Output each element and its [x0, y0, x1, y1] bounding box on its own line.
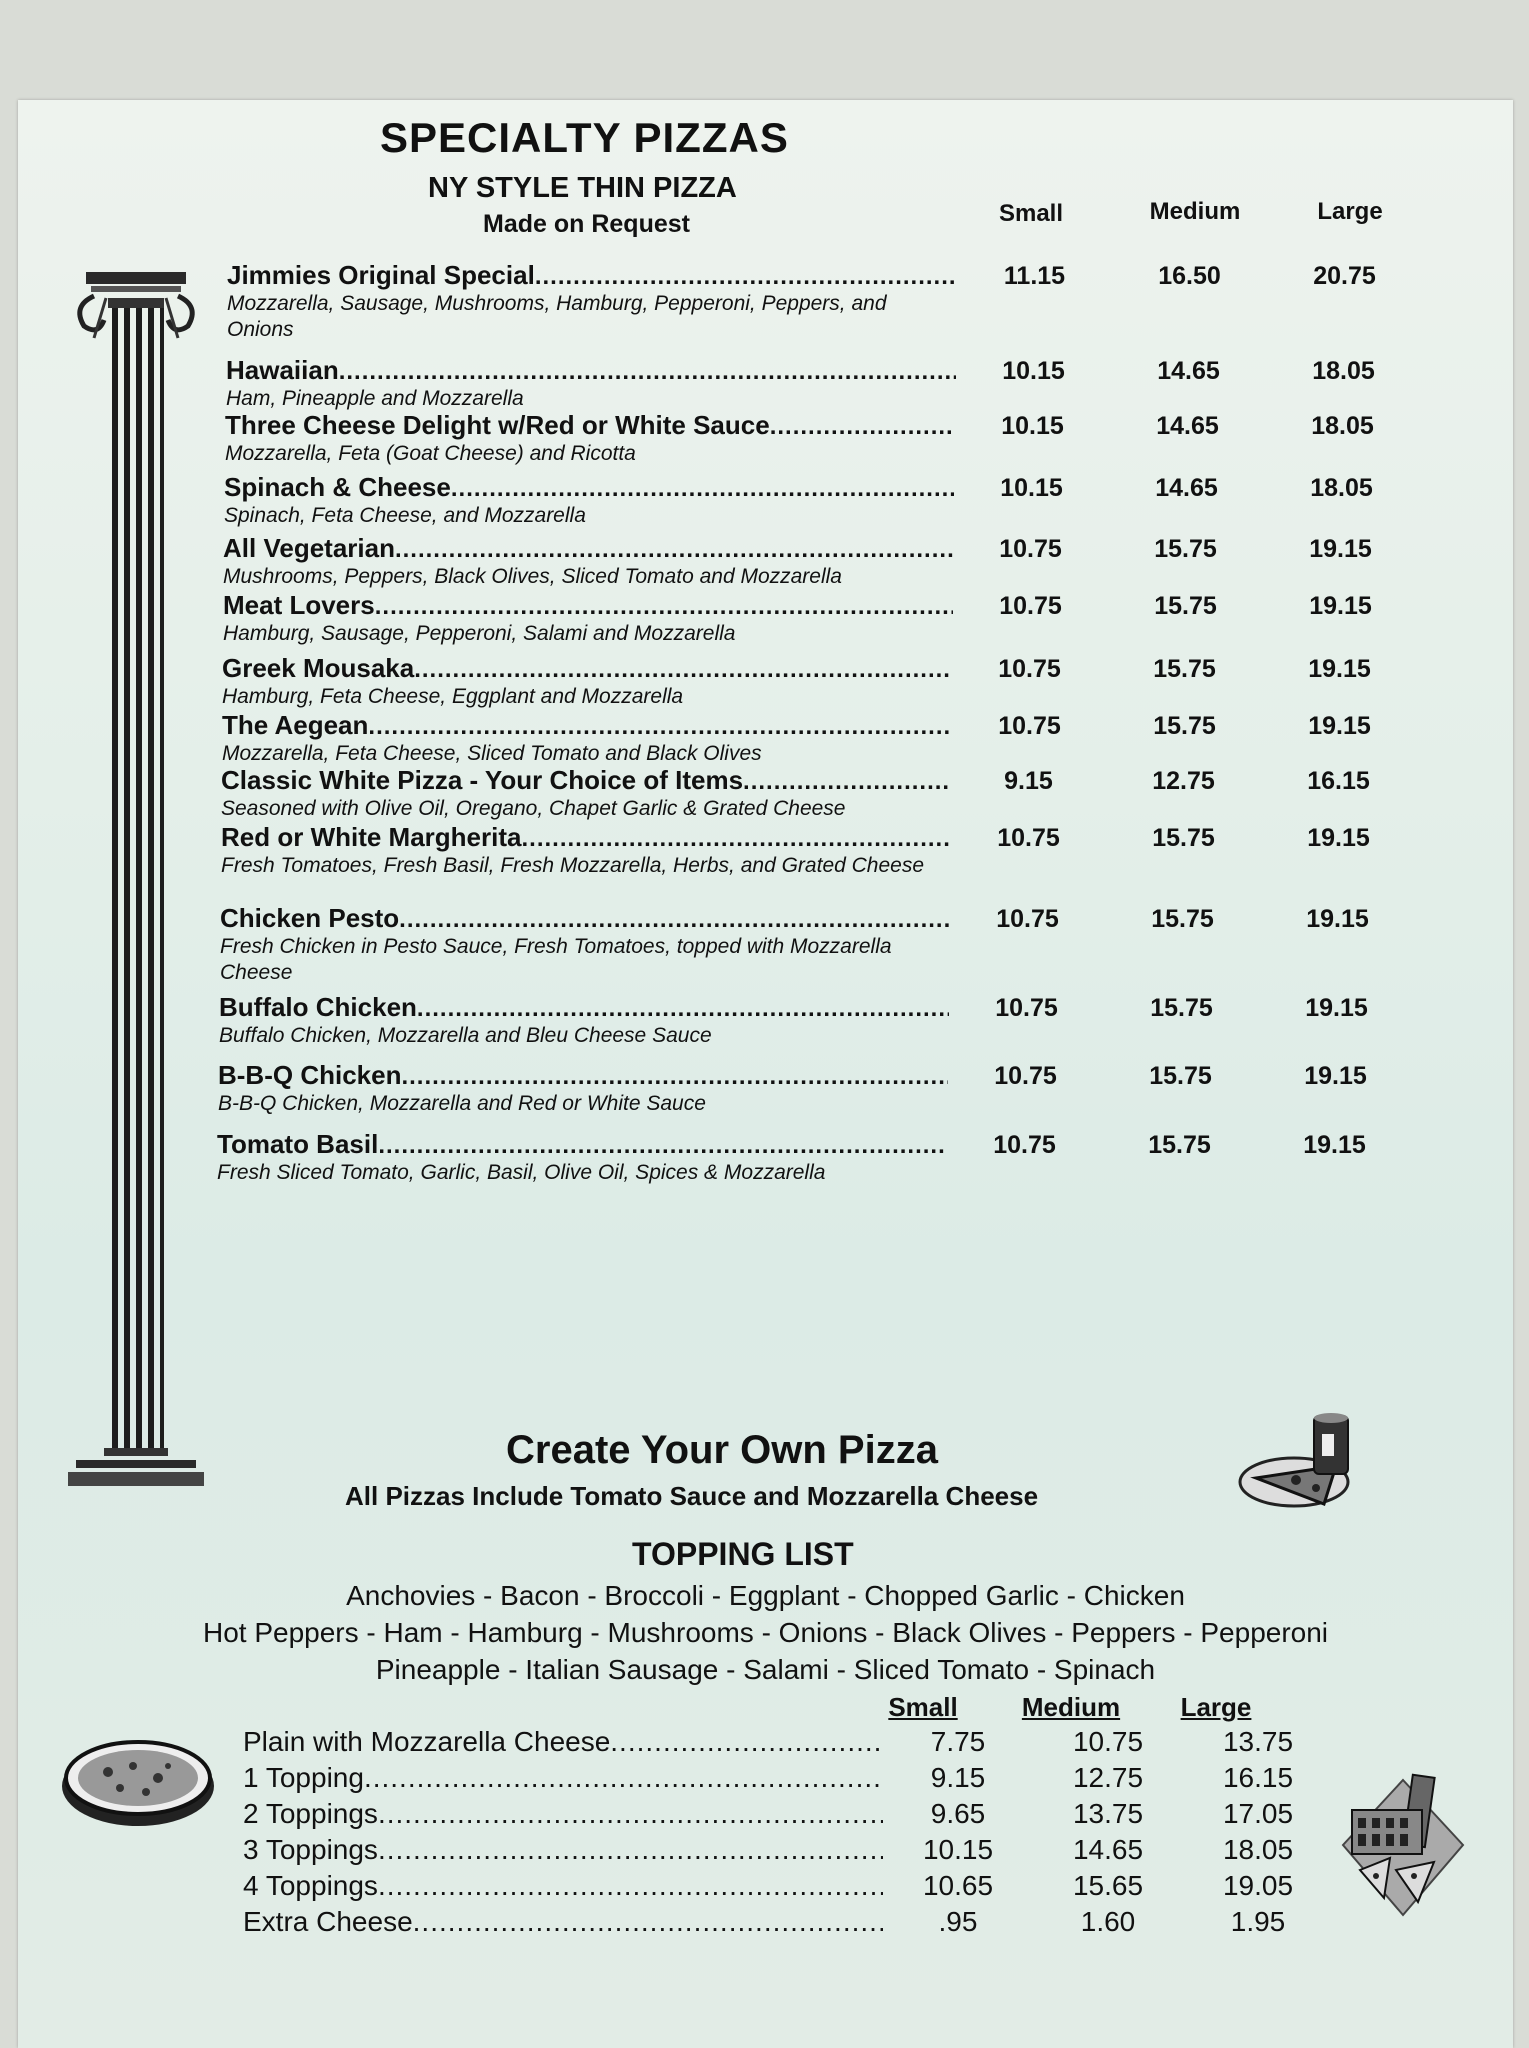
price-large: 19.15: [1303, 1131, 1366, 1159]
price-large: 19.15: [1306, 905, 1369, 933]
price-medium: 13.75: [1072, 1798, 1144, 1829]
price-medium: 14.65: [1155, 474, 1218, 502]
specialty-item: [224, 472, 1454, 529]
price-small: 9.65: [930, 1798, 986, 1829]
item-description: Mozzarella, Feta (Goat Cheese) and Ricotta: [225, 442, 636, 465]
item-name: Chicken Pesto: [220, 903, 400, 933]
price-large: 19.15: [1309, 535, 1372, 563]
item-name: Three Cheese Delight w/Red or White Sauce: [225, 410, 770, 440]
leader-dots: [378, 1132, 947, 1160]
price-medium: 12.75: [1152, 767, 1215, 795]
pizza-slice-soda-icon: [1236, 1408, 1366, 1518]
price-large: 19.15: [1309, 592, 1372, 620]
leader-dots: [414, 656, 952, 684]
price-medium: 14.65: [1072, 1834, 1144, 1865]
leader-dots: [399, 906, 950, 934]
leader-dots: [535, 263, 957, 291]
item-name: Spinach & Cheese: [224, 472, 451, 502]
price-medium: 15.75: [1150, 994, 1213, 1022]
price-large: 19.15: [1308, 712, 1371, 740]
price-table-row: [243, 1906, 1333, 1938]
item-description: Hamburg, Feta Cheese, Eggplant and Mozzarella: [222, 685, 684, 708]
topping-line-1: Anchovies - Bacon - Broccoli - Eggplant - Chopped Garlic - Chicken: [346, 1580, 1185, 1611]
price-small: 10.75: [999, 592, 1062, 620]
price-medium: 14.65: [1156, 412, 1219, 440]
item-description: Fresh Sliced Tomato, Garlic, Basil, Olive Oil, Spices & Mozzarella: [217, 1161, 826, 1184]
pt-header-medium: Medium: [1021, 1692, 1121, 1722]
price-large: 19.15: [1308, 655, 1371, 683]
page-subtitle: NY STYLE THIN PIZZA: [428, 172, 737, 204]
price-small: 10.75: [995, 994, 1058, 1022]
price-large: 19.15: [1305, 994, 1368, 1022]
item-description: Mushrooms, Peppers, Black Olives, Sliced Tomato and Mozzarella: [223, 565, 842, 588]
price-small: 10.75: [993, 1131, 1056, 1159]
specialty-item: [220, 903, 1450, 986]
topping-list-title: TOPPING LIST: [632, 1536, 854, 1572]
specialty-item: [221, 765, 1451, 822]
column-icon: [46, 268, 206, 1518]
pt-header-small: Small: [888, 1692, 958, 1722]
price-table-row: [243, 1870, 1333, 1902]
page-title: SPECIALTY PIZZAS: [380, 114, 789, 161]
price-large: 1.95: [1230, 1906, 1286, 1937]
price-small: 11.15: [1003, 262, 1066, 290]
item-description: Seasoned with Olive Oil, Oregano, Chapet Garlic & Grated Cheese: [221, 797, 846, 820]
price-medium: 15.75: [1151, 905, 1214, 933]
item-description: Buffalo Chicken, Mozzarella and Bleu Cheese Sauce: [219, 1024, 712, 1047]
item-name: The Aegean: [222, 710, 369, 740]
price-small: 10.65: [922, 1870, 994, 1901]
leader-dots: [375, 593, 953, 621]
row-label: Extra Cheese: [243, 1906, 413, 1937]
specialty-item: [225, 410, 1455, 467]
price-small: 9.15: [930, 1762, 986, 1793]
item-description: Spinach, Feta Cheese, and Mozzarella: [224, 504, 586, 527]
page-note: Made on Request: [483, 210, 690, 238]
price-large: 16.15: [1307, 767, 1370, 795]
price-medium: 15.75: [1154, 535, 1217, 563]
specialty-item: [223, 590, 1453, 647]
price-small: 10.75: [998, 655, 1061, 683]
leader-dots: [417, 995, 949, 1023]
item-description: Fresh Tomatoes, Fresh Basil, Fresh Mozzarella, Herbs, and Grated Cheese: [221, 854, 925, 877]
item-description: Fresh Chicken in Pesto Sauce, Fresh Tomatoes, topped with Mozzarella Cheese: [220, 935, 892, 984]
price-medium: 15.75: [1152, 824, 1215, 852]
price-large: 18.05: [1310, 474, 1373, 502]
row-label: 1 Topping: [243, 1762, 364, 1793]
item-description: Mozzarella, Sausage, Mushrooms, Hamburg, Pepperoni, Peppers, and Onions: [227, 292, 887, 341]
leader-dots: [364, 1762, 883, 1794]
leader-dots: [413, 1906, 883, 1938]
leader-dots: [339, 358, 956, 386]
price-medium: 16.50: [1158, 262, 1221, 290]
topping-line-2: Hot Peppers - Ham - Hamburg - Mushrooms - Onions - Black Olives - Peppers - Pepperoni: [202, 1617, 1329, 1648]
item-description: B-B-Q Chicken, Mozzarella and Red or White Sauce: [218, 1092, 706, 1115]
price-table-row: [243, 1834, 1333, 1866]
price-small: 10.15: [922, 1834, 994, 1865]
price-small: 9.15: [1004, 767, 1053, 795]
price-medium: 15.75: [1153, 655, 1216, 683]
leader-dots: [401, 1063, 948, 1091]
price-large: 16.15: [1222, 1762, 1294, 1793]
row-label: 3 Toppings: [243, 1834, 378, 1865]
item-name: Hawaiian: [226, 355, 339, 385]
leader-dots: [521, 825, 951, 853]
price-small: .95: [938, 1906, 978, 1937]
price-table-row: [243, 1762, 1333, 1794]
price-large: 18.05: [1311, 412, 1374, 440]
specialty-item: [217, 1129, 1447, 1186]
row-label: 4 Toppings: [243, 1870, 378, 1901]
colosseum-pisa-icon: [1338, 1770, 1468, 1920]
price-large: 17.05: [1222, 1798, 1294, 1829]
pt-header-large: Large: [1180, 1692, 1252, 1722]
specialty-item: [222, 653, 1452, 710]
create-your-own-title: Create Your Own Pizza: [506, 1428, 938, 1472]
leader-dots: [395, 536, 953, 564]
specialty-item: [222, 710, 1452, 767]
row-label: Plain with Mozzarella Cheese: [243, 1726, 611, 1757]
price-table-row: [243, 1798, 1333, 1830]
price-large: 19.15: [1307, 824, 1370, 852]
price-medium: 15.75: [1148, 1131, 1211, 1159]
item-name: B-B-Q Chicken: [218, 1060, 402, 1090]
specialty-item: [226, 355, 1456, 412]
col-header-medium: Medium: [1149, 198, 1241, 225]
price-small: 10.75: [994, 1062, 1057, 1090]
item-name: Jimmies Original Special: [227, 260, 535, 290]
col-header-small: Small: [998, 200, 1064, 227]
leader-dots: [378, 1870, 883, 1902]
item-description: Mozzarella, Feta Cheese, Sliced Tomato and Black Olives: [222, 742, 762, 765]
price-small: 7.75: [930, 1726, 986, 1757]
price-medium: 15.75: [1153, 712, 1216, 740]
leader-dots: [378, 1834, 883, 1866]
item-description: Ham, Pineapple and Mozzarella: [226, 387, 524, 410]
price-small: 10.75: [998, 712, 1061, 740]
item-name: Buffalo Chicken: [219, 992, 417, 1022]
price-small: 10.15: [1000, 474, 1063, 502]
price-medium: 15.65: [1072, 1870, 1144, 1901]
specialty-item: [223, 533, 1453, 590]
specialty-item: [218, 1060, 1448, 1117]
price-large: 18.05: [1312, 357, 1375, 385]
price-large: 18.05: [1222, 1834, 1294, 1865]
item-name: All Vegetarian: [223, 533, 395, 563]
specialty-item: [227, 260, 1457, 343]
item-name: Classic White Pizza - Your Choice of Items: [221, 765, 744, 795]
item-name: Red or White Margherita: [221, 822, 522, 852]
item-name: Tomato Basil: [217, 1129, 379, 1159]
price-medium: 10.75: [1072, 1726, 1144, 1757]
price-small: 10.75: [996, 905, 1059, 933]
price-large: 19.05: [1222, 1870, 1294, 1901]
leader-dots: [770, 413, 955, 441]
price-small: 10.75: [997, 824, 1060, 852]
price-medium: 15.75: [1154, 592, 1217, 620]
price-medium: 12.75: [1072, 1762, 1144, 1793]
row-label: 2 Toppings: [243, 1798, 378, 1829]
whole-pizza-icon: [58, 1730, 218, 1830]
price-small: 10.75: [999, 535, 1062, 563]
price-small: 10.15: [1001, 412, 1064, 440]
specialty-item: [219, 992, 1449, 1049]
col-header-large: Large: [1317, 198, 1383, 225]
price-small: 10.15: [1002, 357, 1065, 385]
price-medium: 1.60: [1080, 1906, 1136, 1937]
leader-dots: [378, 1798, 883, 1830]
specialty-item: [221, 822, 1451, 879]
leader-dots: [451, 475, 954, 503]
item-name: Meat Lovers: [223, 590, 375, 620]
price-table-row: [243, 1726, 1333, 1758]
topping-line-3: Pineapple - Italian Sausage - Salami - Sliced Tomato - Spinach: [375, 1654, 1156, 1685]
leader-dots: [610, 1726, 883, 1758]
create-your-own-subtitle: All Pizzas Include Tomato Sauce and Mozzarella Cheese: [345, 1481, 1039, 1511]
price-medium: 14.65: [1157, 357, 1220, 385]
menu-page: [18, 100, 1513, 2048]
price-large: 19.15: [1304, 1062, 1367, 1090]
item-description: Hamburg, Sausage, Pepperoni, Salami and Mozzarella: [223, 622, 736, 645]
price-large: 20.75: [1313, 262, 1376, 290]
price-large: 13.75: [1222, 1726, 1294, 1757]
price-medium: 15.75: [1149, 1062, 1212, 1090]
item-name: Greek Mousaka: [222, 653, 415, 683]
leader-dots: [743, 768, 951, 796]
leader-dots: [368, 713, 952, 741]
